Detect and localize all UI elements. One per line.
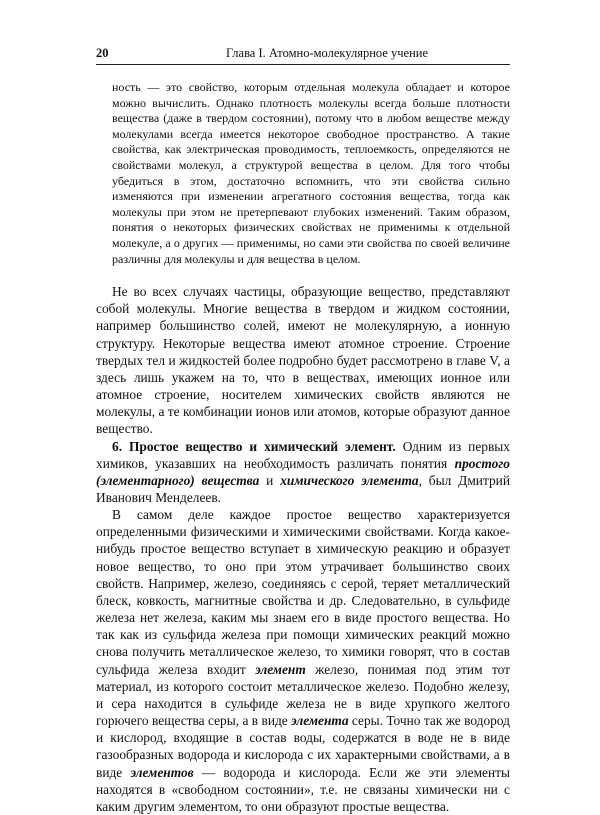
- term-elements: элементов: [130, 764, 194, 780]
- paragraph-molecules: Не во всех случаях частицы, образующие вещество, представляют собой молекулы. Многие вещества в твердом и жидком состоянии, например большинство солей, имеют не молекулярную, а ионную структуру. Некоторые вещества имеют атомное строение. Строение твердых тел и жидкостей более подробно будет рассмотрено в главе V, а здесь лишь укажем на то, что в веществах, имеющих ионное или атомное строение, носителем химических свойств являются не молекулы, а те комбинации ионов или атомов, которые образуют данное вещество.: [96, 284, 510, 437]
- section-heading: 6. Простое вещество и химический элемент.: [112, 438, 396, 454]
- page-body: [96, 80, 510, 815]
- paragraph-element-explanation: В самом деле каждое простое вещество характеризуется определенными физическими и химическими свойствами. Когда какое-нибудь простое вещество вступает в химическую реакцию и образует новое вещество, то оно при этом утрачивает большинство своих свойств. Например, железо, соединяясь с серой, теряет металлический блеск, ковкость, магнитные свойства и др. Следовательно, в сульфиде железа нет железа, каким мы знаем его в виде простого вещества. Но так как из сульфида железа при помощи химических реакций можно снова получить металлическое железо, то химики говорят, что в состав сульфида железа входит элемент железо, понимая под этим тот материал, из которого состоит металлическое железо. Подобно железу, и сера находится в сульфиде железа не в виде хрупкого желтого горючего вещества серы, а в виде элемента серы. Точно так же водород и кислород, входящие в состав воды, содержатся в воде не в виде газообразных водорода и кислорода с их характерными свойствами, а в виде элементов — водорода и кислорода. Если же эти элементы находятся в «свободном состоянии», т.е. не связаны химически ни с каким другим элементом, то они образуют простые вещества.: [96, 507, 510, 814]
- paragraph-section-6: 6. Простое вещество и химический элемент. Одним из первых химиков, указавших на необходимость различать понятия простого (элементарного) вещества и химического элемента, был Дмитрий Иванович Менделеев.: [96, 438, 510, 505]
- running-title: Глава I. Атомно-молекулярное учение: [226, 46, 429, 60]
- page-number: 20: [96, 46, 109, 60]
- term-chemical-element: химического элемента: [280, 472, 419, 488]
- note-paragraph: ность — это свойство, которым отдельная молекула обладает и которое можно вычислить. Однако плотность молекулы всегда больше плотности вещества (даже в твердом состоянии), потому что в любом веществе между молекулами всегда имеется некоторое свободное пространство. А такие свойства, как электрическая проводимость, теплоемкость, определяются не свойствами молекул, а структурой вещества в целом. Для того чтобы убедиться в этом, достаточно вспомнить, что эти свойства сильно изменяются при изменении агрегатного состояния вещества, тогда как молекулы при этом не претерпевают глубоких изменений. Таким образом, понятия о некоторых физических свойствах не применимы к отдельной молекуле, а о других — применимы, но сами эти свойства по своей величине различны для молекулы и для вещества в целом.: [112, 80, 510, 266]
- page-header: [96, 46, 510, 65]
- term-element: элемент: [255, 661, 306, 677]
- term-element: элемента: [291, 713, 349, 729]
- main-text: [96, 283, 510, 815]
- term-simple-substance: простого (элементарного) вещества: [96, 455, 510, 488]
- small-print-note: [96, 80, 510, 267]
